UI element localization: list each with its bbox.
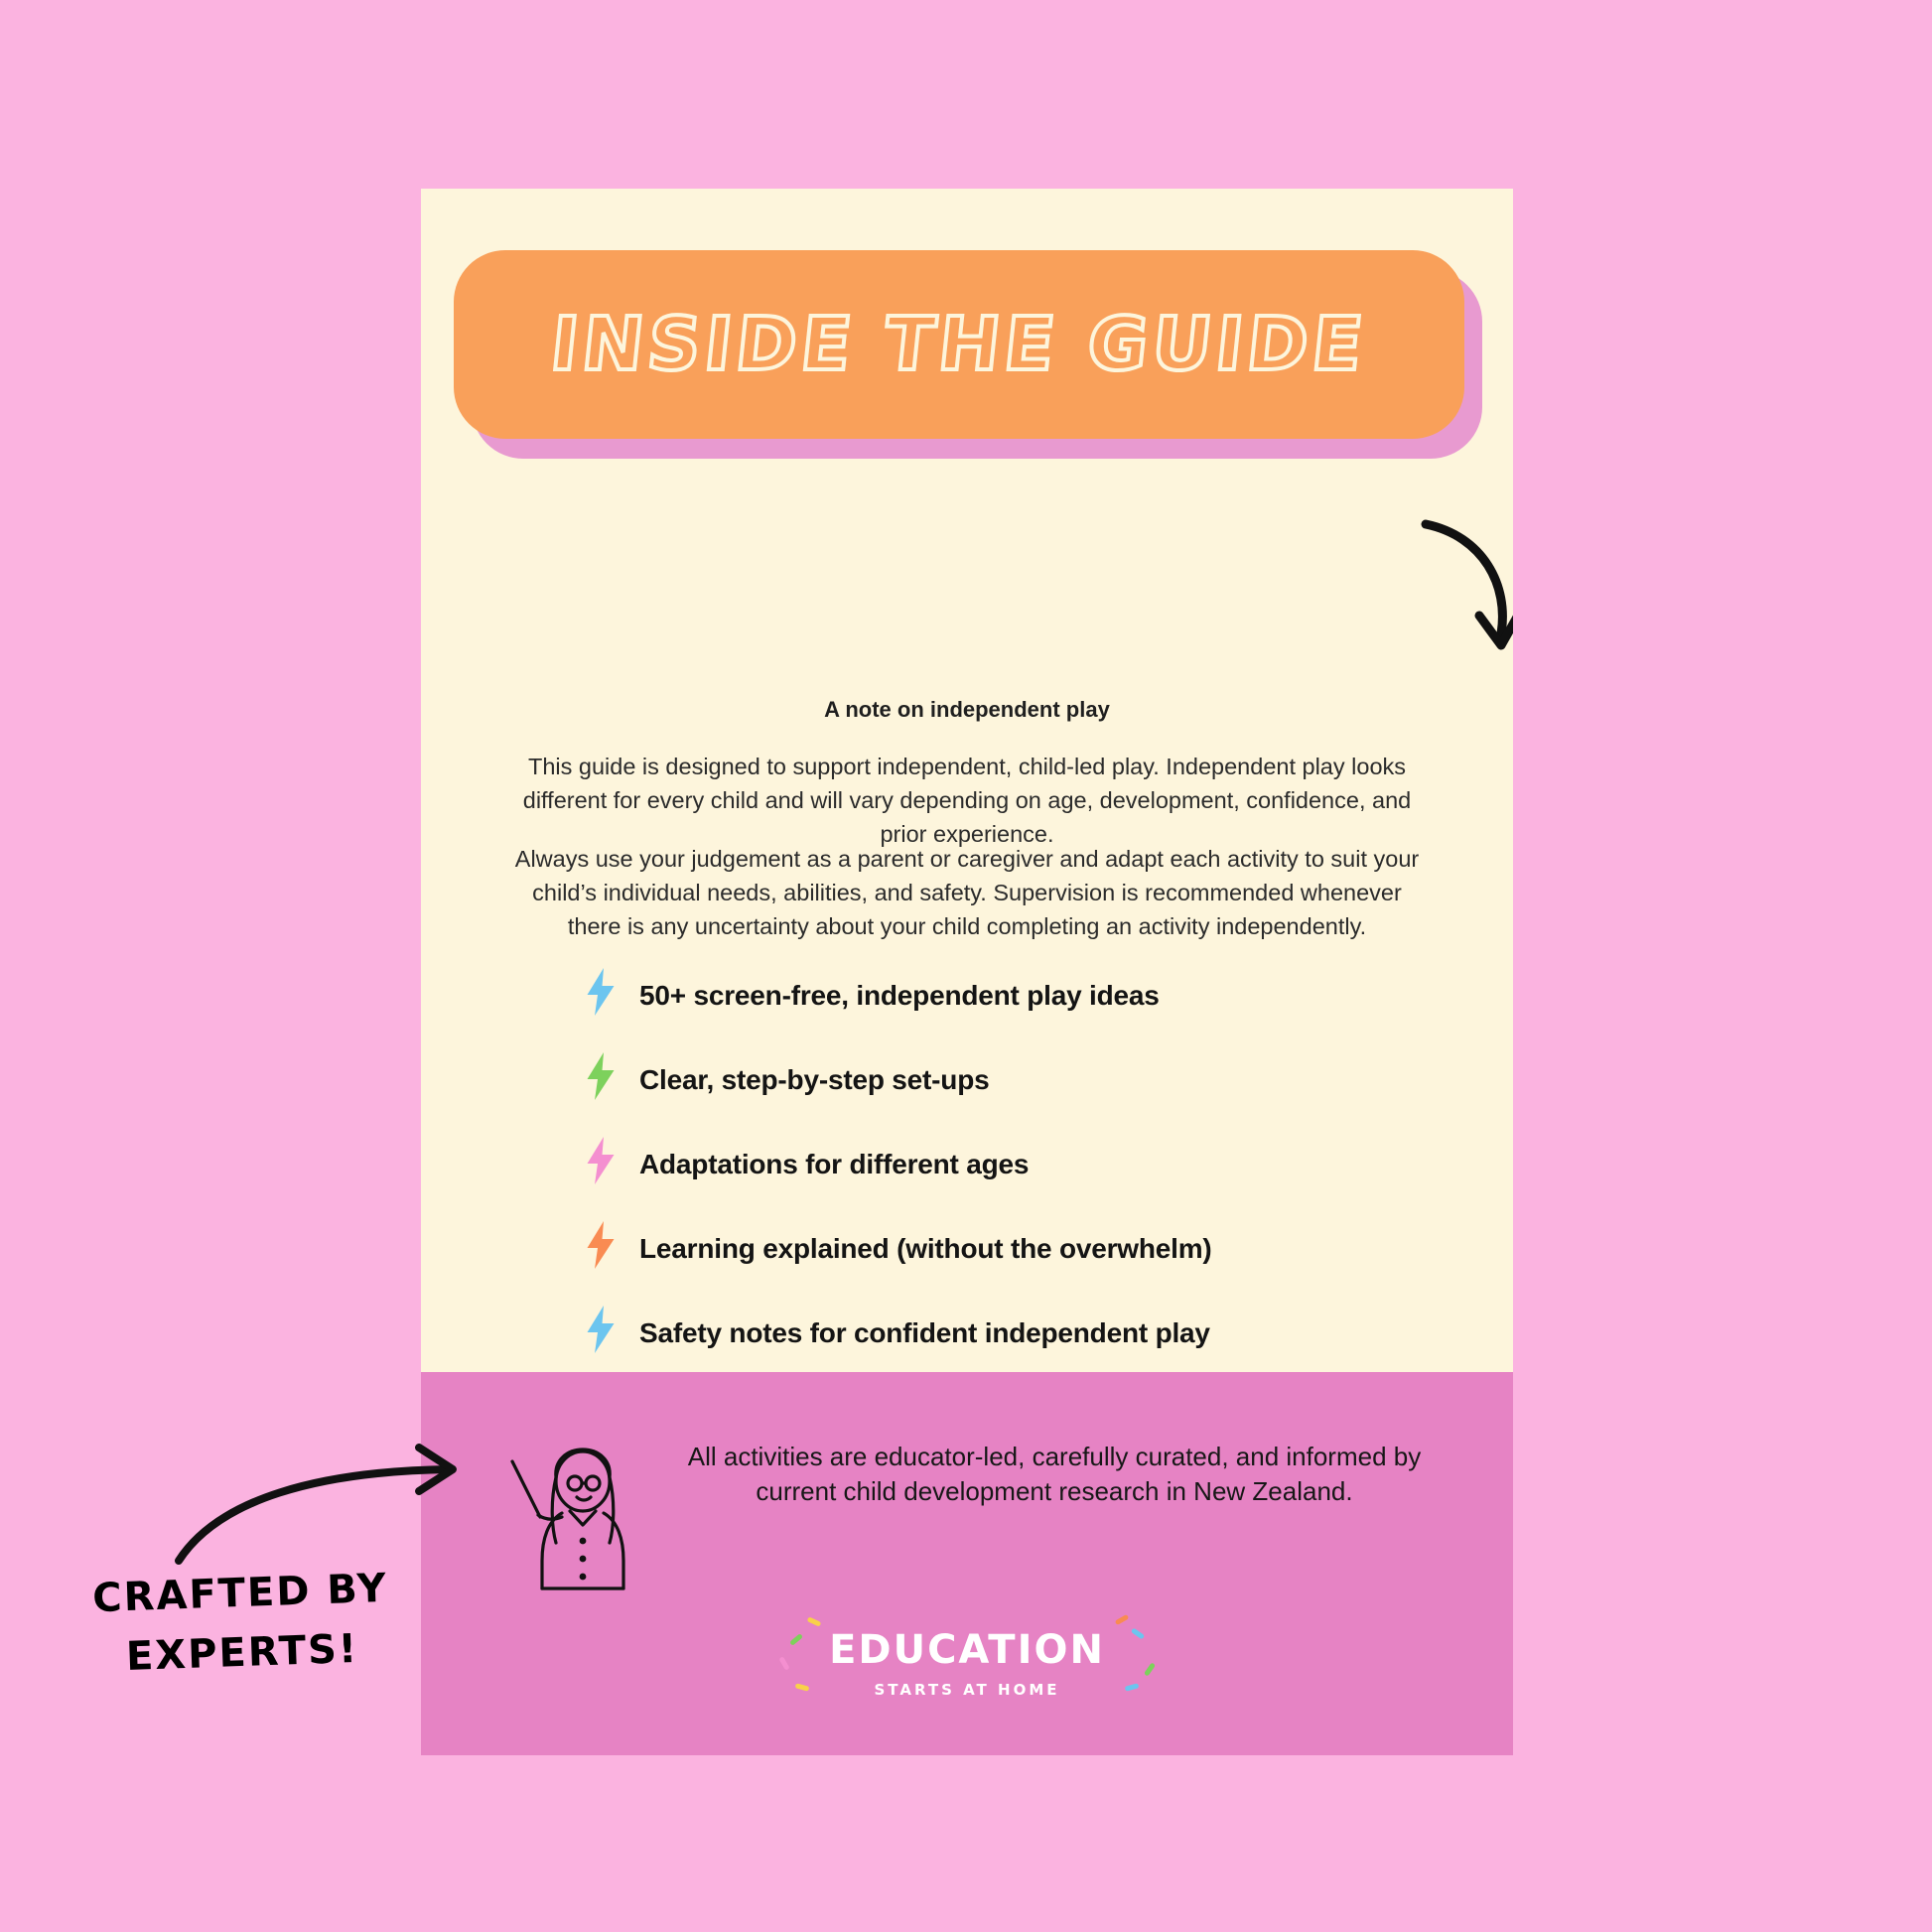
feature-label: Learning explained (without the overwhelm) — [639, 1232, 1212, 1264]
lightning-bolt-icon — [562, 1221, 639, 1276]
logo-secondary-text: STARTS AT HOME — [874, 1681, 1060, 1699]
lightning-bolt-icon — [562, 968, 639, 1023]
intro-paragraph-1: This guide is designed to support independent, child-led play. Independent play looks different for every child and will vary depending on age, development, confidence, and prior experience. — [522, 754, 1412, 848]
lightning-bolt-icon — [562, 1306, 639, 1360]
footer-text: All activities are educator-led, carefully curated, and informed by current child development research in New Zealand. — [687, 1442, 1422, 1507]
intro-paragraph-2: Always use your judgement as a parent or caregiver and adapt each activity to suit your child’s individual needs, abilities, and safety. Supervision is recommended whenever there is any uncertainty about your child completing an activity independently. — [514, 846, 1420, 940]
feature-label: Safety notes for confident independent play — [639, 1316, 1210, 1348]
list-item — [562, 1037, 1426, 1122]
annotation-crafted-by-experts — [69, 1430, 486, 1681]
lightning-bolt-icon — [562, 1137, 639, 1191]
banner-body — [454, 250, 1464, 439]
teacher-with-pointer-icon — [490, 1444, 659, 1597]
annotation-text: CRAFTED BY EXPERTS! — [91, 1565, 389, 1681]
footer-band — [421, 1372, 1513, 1755]
curved-arrow-icon — [69, 1430, 486, 1569]
list-item — [562, 1122, 1426, 1206]
page-title: INSIDE THE GUIDE — [546, 302, 1372, 387]
list-item — [562, 1206, 1426, 1291]
note-heading: A note on independent play — [824, 697, 1110, 722]
feature-label: Adaptations for different ages — [639, 1148, 1030, 1179]
list-item — [562, 1291, 1426, 1375]
curved-arrow-down-icon — [1414, 516, 1513, 675]
logo-primary-text: EDUCATION — [829, 1627, 1105, 1673]
list-item — [562, 953, 1426, 1037]
lightning-bolt-icon — [562, 1052, 639, 1107]
feature-label: 50+ screen-free, independent play ideas — [639, 979, 1160, 1011]
title-banner — [454, 250, 1481, 457]
brand-logo — [421, 1627, 1513, 1700]
guide-page-card — [421, 189, 1513, 1755]
feature-label: Clear, step-by-step set-ups — [639, 1063, 990, 1095]
